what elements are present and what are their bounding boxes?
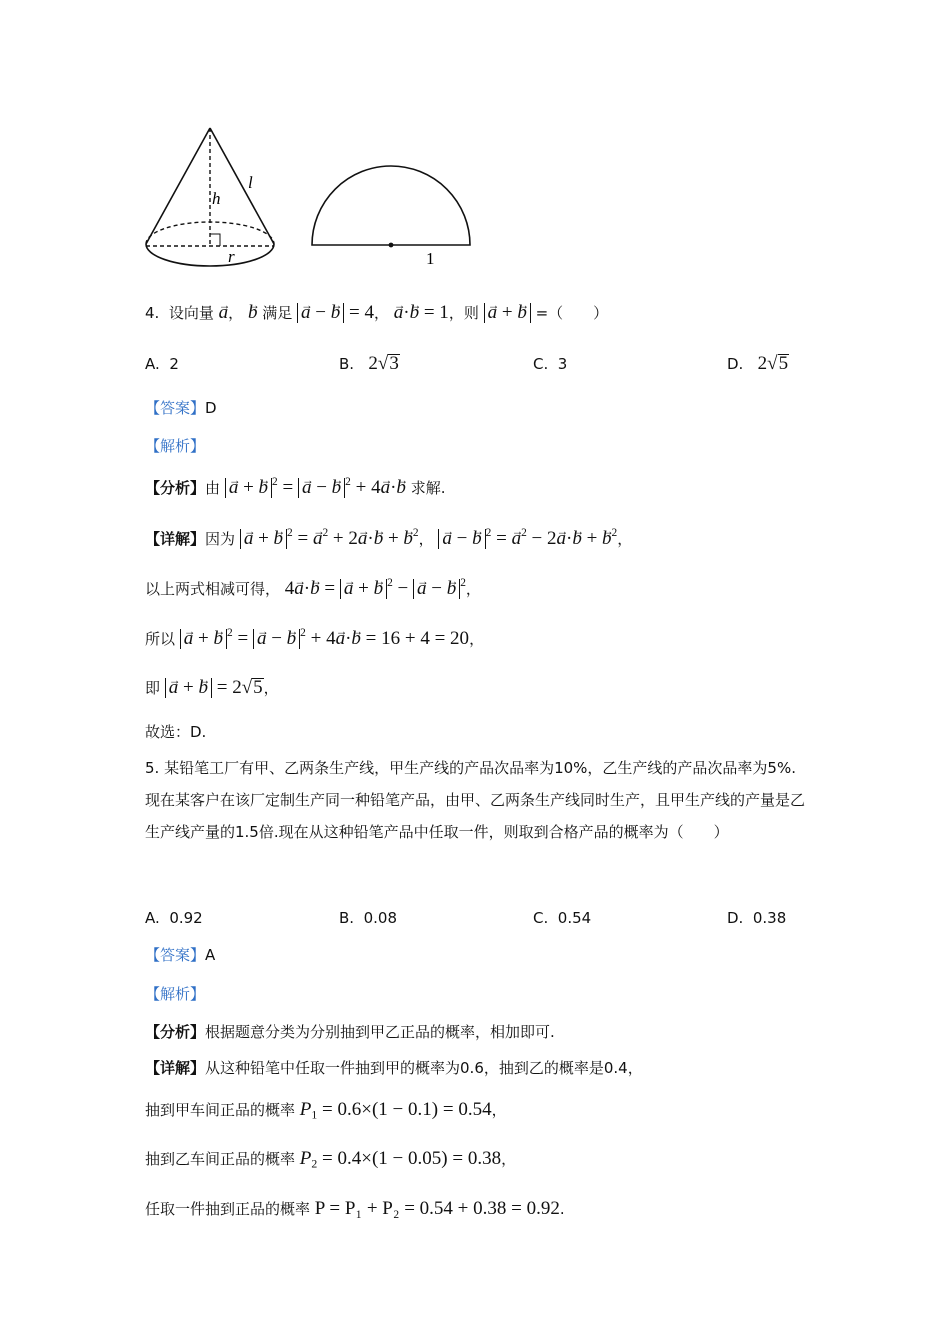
q5-jiexi: 【解析】 xyxy=(145,985,206,1003)
q4-jiexi: 【解析】 xyxy=(145,437,206,455)
q4-number: 4. xyxy=(145,304,160,322)
semicircle-label-1: 1 xyxy=(426,249,435,268)
q5-stem: 5. 某铅笔工厂有甲、乙两条生产线，甲生产线的产品次品率为10%，乙生产线的产品次品率为5%.现在某客户在该厂定制生产同一种铅笔产品，由甲、乙两条生产线同时生产，且甲生产线的产量是乙生产线产量的1.5倍.现在从这种铅笔产品中任取一件，则取到合格产品的概率为（ ） xyxy=(145,759,806,841)
q4-line2: 以上两式相减可得， 4→ a·→ b = → a + → b $^2$ − → a − → b $^2$， xyxy=(145,578,481,600)
q5-option-d: D. 0.38 xyxy=(727,909,787,927)
cone-figure xyxy=(140,122,280,272)
q4-conclusion: 故选：D. xyxy=(145,723,207,741)
q4-xiangjie: 【详解】因为 → a + → b $^2$ = → $a^2 + 2\to a\cdot\to b$ + → $b^2$， → a − → b $^2$ = → $a^2 - 2\to a\cdot\to b$ + → $b^2$， xyxy=(145,528,632,550)
q4-option-c: C. 3 xyxy=(533,355,568,373)
q4-option-d: D. 2√5 xyxy=(727,353,789,374)
cone-label-l: l xyxy=(248,173,253,192)
q4-answer: 【答案】D xyxy=(145,399,217,417)
q4-option-b: B. 2√3 xyxy=(339,353,399,374)
q4-line3: 所以 → a + → b $^2$ = → a − → b $^2$ + 4→ a·→ b = 16 + 4 = 20， xyxy=(145,628,484,650)
q5-p2: 抽到乙车间正品的概率 $P_2 = 0.4\times(1 - 0.05) = 0.38$， xyxy=(145,1148,517,1171)
cone-label-r: r xyxy=(228,247,235,266)
q4-line4: 即 → a + → b = 2√5， xyxy=(145,677,279,699)
cone-label-h: h xyxy=(212,189,221,208)
q5-xiangjie: 【详解】从这种铅笔中任取一件抽到甲的概率为0.6，抽到乙的概率是0.4， xyxy=(145,1059,643,1077)
q4-stem: 4. 设向量 → a， → b 满足 → a − → b = 4， → a·→ b = 1，则 → a + → b =（ ） xyxy=(145,302,608,324)
q5-option-b: B. 0.08 xyxy=(339,909,398,927)
q4-fenxi: 【分析】由 → a + → b $^2$ = → a − → b $^2$ + 4→ a·→ b 求解. xyxy=(145,477,445,499)
semicircle-figure xyxy=(306,164,476,270)
q5-p1: 抽到甲车间正品的概率 $P_1 = 0.6\times(1 - 0.1) = 0.54$， xyxy=(145,1099,507,1122)
q5-fenxi: 【分析】根据题意分类为分别抽到甲乙正品的概率，相加即可. xyxy=(145,1023,555,1041)
q5-answer: 【答案】A xyxy=(145,946,216,964)
q4-option-a: A. 2 xyxy=(145,355,179,373)
q5-option-a: A. 0.92 xyxy=(145,909,203,927)
q5-p: 任取一件抽到正品的概率 P = P₁ + P₂ = 0.54 + 0.38 = 0.92. xyxy=(145,1198,565,1219)
q5-option-c: C. 0.54 xyxy=(533,909,592,927)
